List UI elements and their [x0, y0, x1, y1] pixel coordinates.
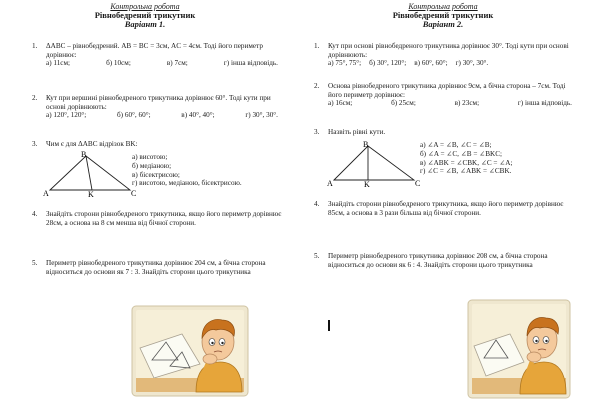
choice-d[interactable]: г) висотою, медіаною, бісектрисою. [132, 179, 242, 188]
option-d[interactable]: г) інша відповідь. [223, 59, 278, 68]
choice-a[interactable]: а) висотою; [132, 153, 168, 161]
option-a[interactable]: а) 11см; [46, 59, 71, 68]
option-a[interactable]: а) 75°, 75°; [328, 59, 362, 68]
choice-b[interactable]: б) ∠A = ∠C, ∠B = ∠BKC; [420, 149, 502, 158]
point-label-k: K [364, 180, 370, 188]
answer-options [328, 99, 576, 108]
option-c[interactable]: в) 23см; [454, 99, 480, 108]
thinking-boy-illustration [466, 298, 572, 400]
question-3 [314, 128, 576, 138]
question-number: 5. [32, 259, 38, 267]
question-number: 5. [314, 252, 320, 260]
question-text: Назвіть рівні кути. [328, 128, 386, 136]
choice-c[interactable]: в) ∠ABK = ∠CBK, ∠C = ∠A; [420, 158, 513, 167]
vertex-label-b: B [81, 150, 87, 159]
question-4 [314, 200, 576, 232]
vertex-label-a: A [43, 189, 49, 198]
option-d[interactable]: г) інша відповідь. [517, 99, 572, 108]
variant-2-header [298, 0, 588, 29]
text-cursor [328, 320, 330, 331]
option-b[interactable]: б) 25см; [391, 99, 416, 108]
question-2 [32, 94, 282, 128]
question-5 [314, 252, 576, 284]
choice-a[interactable]: а) ∠A = ∠B, ∠C = ∠B; [420, 141, 492, 149]
answer-options [46, 111, 282, 120]
answer-options [46, 59, 282, 68]
question-number: 1. [314, 42, 320, 50]
option-b[interactable]: б) 60°, 60°; [117, 111, 151, 120]
choice-d[interactable]: г) ∠C = ∠B, ∠ABK = ∠CBK. [420, 167, 512, 176]
option-d[interactable]: г) 30°, 30°. [245, 111, 278, 120]
variant-label: Варіант 1. [124, 19, 166, 29]
choice-c[interactable]: в) бісектрисою; [132, 170, 180, 179]
variant-2-column [298, 0, 588, 406]
triangle-figure [324, 140, 424, 188]
question-5 [32, 259, 282, 291]
thinking-boy-illustration [130, 304, 250, 398]
question-1 [32, 42, 282, 78]
question-number: 3. [32, 140, 38, 148]
variant-1-header [0, 0, 290, 29]
variant-1-column [0, 0, 290, 406]
question-text: ΔABC – рівнобедрений. AB = BC = 3см, AC = 4см. Тоді його периметр дорівнює: [46, 42, 263, 59]
option-b[interactable]: б) 30°, 120°; [369, 59, 407, 68]
option-c[interactable]: в) 7см; [166, 59, 188, 68]
answer-options [328, 59, 576, 68]
test-title: Контрольна робота [110, 2, 180, 11]
question-text: Периметр рівнобедреного трикутника дорівнює 208 см, а бічна сторона відноситься до основи як 6 : 4. Знайдіть сторони цього трикутника [328, 252, 548, 269]
option-d[interactable]: г) 30°, 30°. [455, 59, 489, 68]
question-text: Периметр рівнобедреного трикутника дорівнює 204 см, а бічна сторона відноситься до основи як 7 : 3. Знайдіть сторони цього трикутника [46, 259, 266, 276]
vertex-label-b: B [363, 140, 369, 149]
vertex-label-a: A [327, 179, 333, 188]
option-a[interactable]: а) 16см; [328, 99, 353, 108]
question-number: 4. [314, 200, 320, 208]
question-number: 4. [32, 210, 38, 218]
triangle-figure [40, 150, 140, 198]
option-c[interactable]: в) 40°, 40°; [181, 111, 215, 120]
question-text: Кут при вершині рівнобедреного трикутника дорівнює 60°. Тоді кути при основі дорівнюють: [46, 94, 271, 111]
question-number: 1. [32, 42, 38, 50]
question-number: 3. [314, 128, 320, 136]
question-1 [314, 42, 576, 76]
variant-label: Варіант 2. [422, 19, 464, 29]
question-text: Чим є для ΔABC відрізок BK: [46, 140, 138, 148]
question-text: Знайдіть сторони рівнобедреного трикутника, якщо його периметр дорівнює 85см, а основа в 3 рази більша від бічної сторони. [328, 200, 564, 217]
question-2 [314, 82, 576, 116]
answer-choices [420, 141, 586, 185]
option-b[interactable]: б) 10см; [106, 59, 131, 68]
question-number: 2. [314, 82, 320, 90]
question-text: Знайдіть сторони рівнобедреного трикутника, якщо його периметр дорівнює 28см, а основа на 8 см менша від бічної сторони. [46, 210, 282, 227]
question-4 [32, 210, 282, 242]
question-text: Основа рівнобедреного трикутника дорівнює 9см, а бічна сторона – 7см. Тоді його периметр дорівнює: [328, 82, 566, 99]
option-a[interactable]: а) 120°, 120°; [46, 111, 87, 120]
test-title: Контрольна робота [408, 2, 478, 11]
topic-title: Рівнобедрений трикутник [94, 10, 196, 20]
choice-b[interactable]: б) медіаною; [132, 161, 172, 170]
option-c[interactable]: в) 60°, 60°; [414, 59, 448, 68]
vertex-label-c: C [131, 189, 137, 198]
point-label-k: K [88, 190, 94, 198]
vertex-label-c: C [415, 179, 421, 188]
question-number: 2. [32, 94, 38, 102]
answer-choices [132, 153, 292, 197]
topic-title: Рівнобедрений трикутник [392, 10, 494, 20]
question-text: Кут при основі рівнобедреного трикутника дорівнює 30°. Тоді кути при основі дорівнюють: [328, 42, 569, 59]
